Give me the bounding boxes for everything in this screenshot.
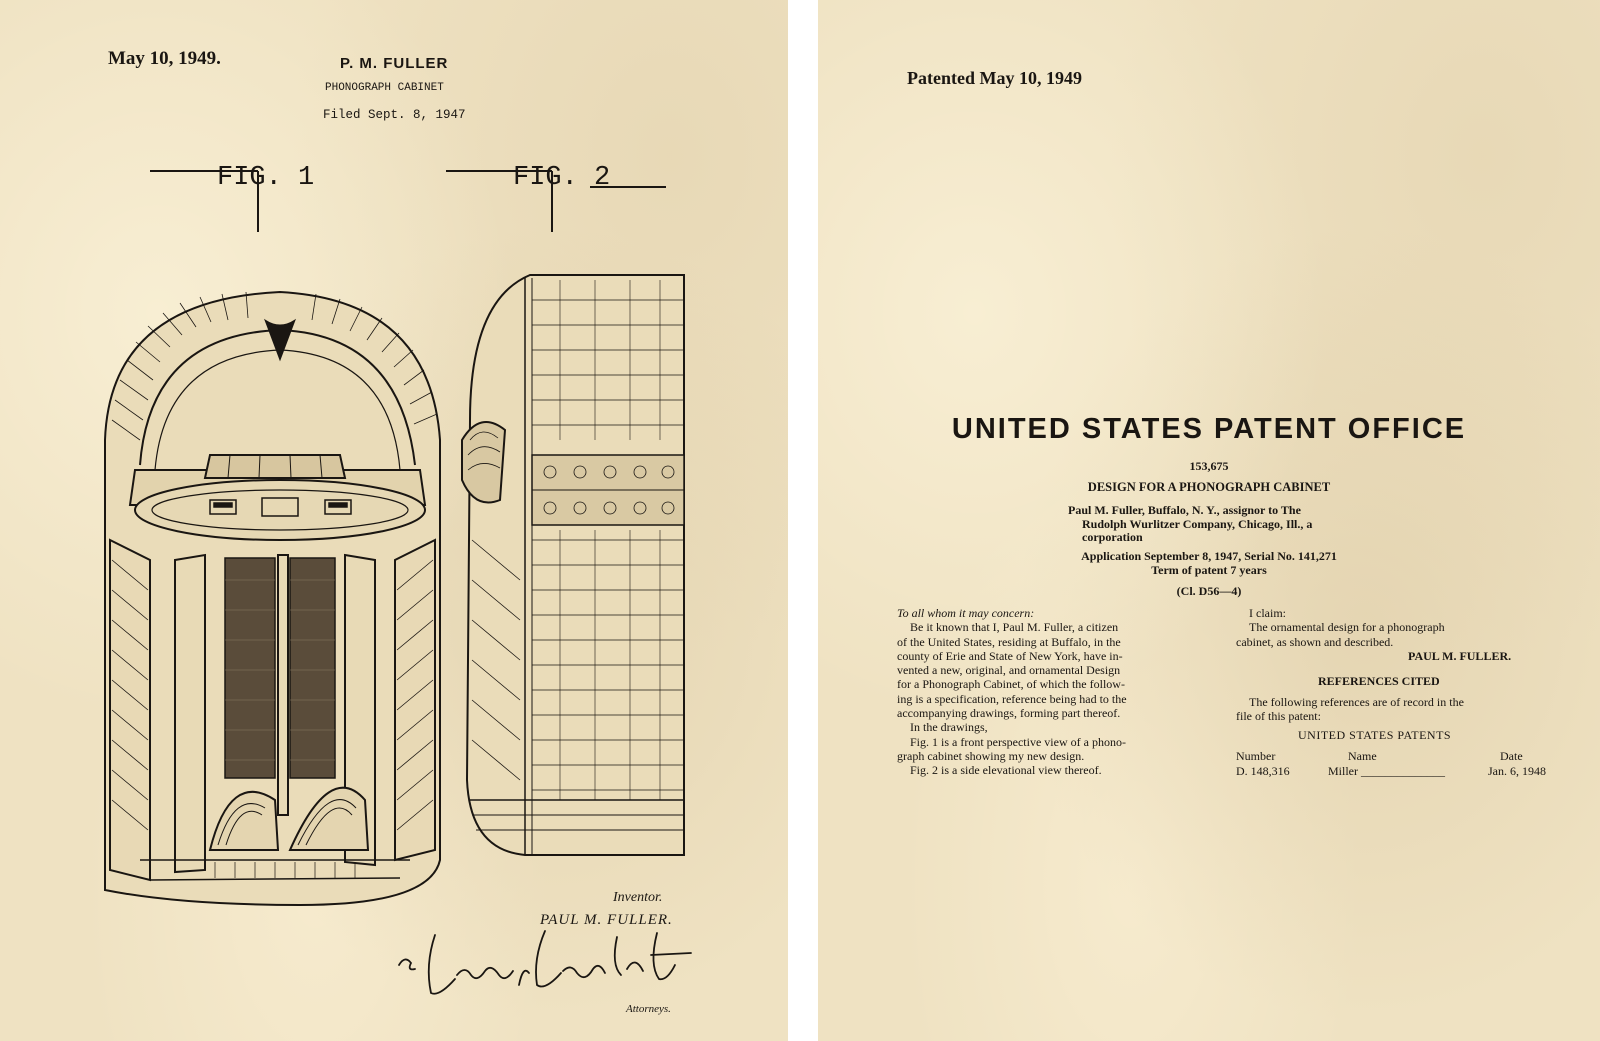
specification-sheet bbox=[818, 0, 1600, 1041]
fig2-label: FIG. 2 bbox=[513, 163, 611, 193]
jukebox-drawing bbox=[95, 160, 695, 920]
assignment-block bbox=[1068, 504, 1312, 545]
claim-heading: I claim: bbox=[1249, 606, 1286, 620]
body-line: In the drawings, bbox=[910, 720, 988, 735]
table-header-name: Name bbox=[1348, 749, 1377, 763]
patented-date: Patented May 10, 1949 bbox=[907, 68, 1082, 88]
drawing-title: PHONOGRAPH CABINET bbox=[325, 82, 444, 94]
drawing-date: May 10, 1949. bbox=[108, 48, 221, 69]
patent-number: 153,675 bbox=[1189, 459, 1229, 473]
specification-body bbox=[897, 606, 1212, 778]
drawing-sheet bbox=[0, 0, 788, 1041]
references-intro bbox=[1236, 695, 1464, 724]
claim-signer: PAUL M. FULLER. bbox=[1408, 649, 1512, 663]
table-header-row bbox=[1236, 749, 1556, 764]
table-row bbox=[1236, 764, 1556, 779]
fig2-jukebox-side bbox=[462, 275, 684, 855]
references-intro-line: file of this patent: bbox=[1236, 709, 1321, 724]
table-header-number: Number bbox=[1236, 749, 1276, 763]
claim-line: The ornamental design for a phonograph bbox=[1249, 620, 1445, 635]
application-block bbox=[818, 550, 1600, 577]
claim-line: cabinet, as shown and described. bbox=[1236, 634, 1394, 649]
classification: (Cl. D56—4) bbox=[1176, 584, 1242, 598]
drawing-filed-date: Filed Sept. 8, 1947 bbox=[323, 108, 466, 122]
term-line: Term of patent 7 years bbox=[1151, 562, 1267, 577]
claim-block bbox=[1236, 606, 1551, 649]
body-line: county of Erie and State of New York, have in- bbox=[897, 648, 1123, 663]
assignment-line: corporation bbox=[1082, 530, 1143, 544]
body-line: ing is a specification, reference being had to the bbox=[897, 691, 1127, 706]
body-line: accompanying drawings, forming part thereof. bbox=[897, 706, 1121, 721]
assignment-line: Paul M. Fuller, Buffalo, N. Y., assignor to The bbox=[1068, 503, 1301, 517]
reference-date: Jan. 6, 1948 bbox=[1488, 764, 1546, 778]
references-intro-line: The following references are of record in the bbox=[1249, 695, 1464, 709]
references-table bbox=[1236, 749, 1556, 779]
references-heading: REFERENCES CITED bbox=[1318, 674, 1440, 688]
patent-office-heading: UNITED STATES PATENT OFFICE bbox=[951, 413, 1467, 445]
body-line: graph cabinet showing my new design. bbox=[897, 748, 1085, 763]
body-line: Fig. 2 is a side elevational view thereof. bbox=[910, 763, 1102, 778]
assignment-line: Rudolph Wurlitzer Company, Chicago, Ill., a bbox=[1082, 516, 1313, 531]
us-patents-heading: UNITED STATES PATENTS bbox=[1298, 728, 1452, 742]
body-line: Be it known that I, Paul M. Fuller, a citizen bbox=[910, 620, 1119, 635]
reference-name: Miller ______________ bbox=[1328, 764, 1445, 778]
attorney-signature bbox=[395, 925, 695, 1005]
design-title: DESIGN FOR A PHONOGRAPH CABINET bbox=[1087, 480, 1331, 494]
fig1-jukebox-front bbox=[105, 292, 440, 905]
inventor-role-label: Inventor. bbox=[613, 890, 663, 905]
body-line: for a Phonograph Cabinet, of which the follow- bbox=[897, 677, 1125, 692]
body-line: vented a new, original, and ornamental Design bbox=[897, 663, 1121, 678]
body-line: To all whom it may concern: bbox=[897, 606, 1035, 620]
inventor-name: PAUL M. FULLER. bbox=[540, 912, 673, 928]
body-line: of the United States, residing at Buffalo, in the bbox=[897, 634, 1121, 649]
table-header-date: Date bbox=[1500, 749, 1523, 763]
fig1-label: FIG. 1 bbox=[217, 163, 315, 193]
attorneys-label: Attorneys. bbox=[626, 1003, 671, 1015]
application-line: Application September 8, 1947, Serial No. 141,271 bbox=[1081, 549, 1337, 563]
body-line: Fig. 1 is a front perspective view of a phono- bbox=[910, 734, 1126, 749]
drawing-inventor-header: P. M. FULLER bbox=[340, 55, 449, 72]
reference-number: D. 148,316 bbox=[1236, 764, 1290, 778]
